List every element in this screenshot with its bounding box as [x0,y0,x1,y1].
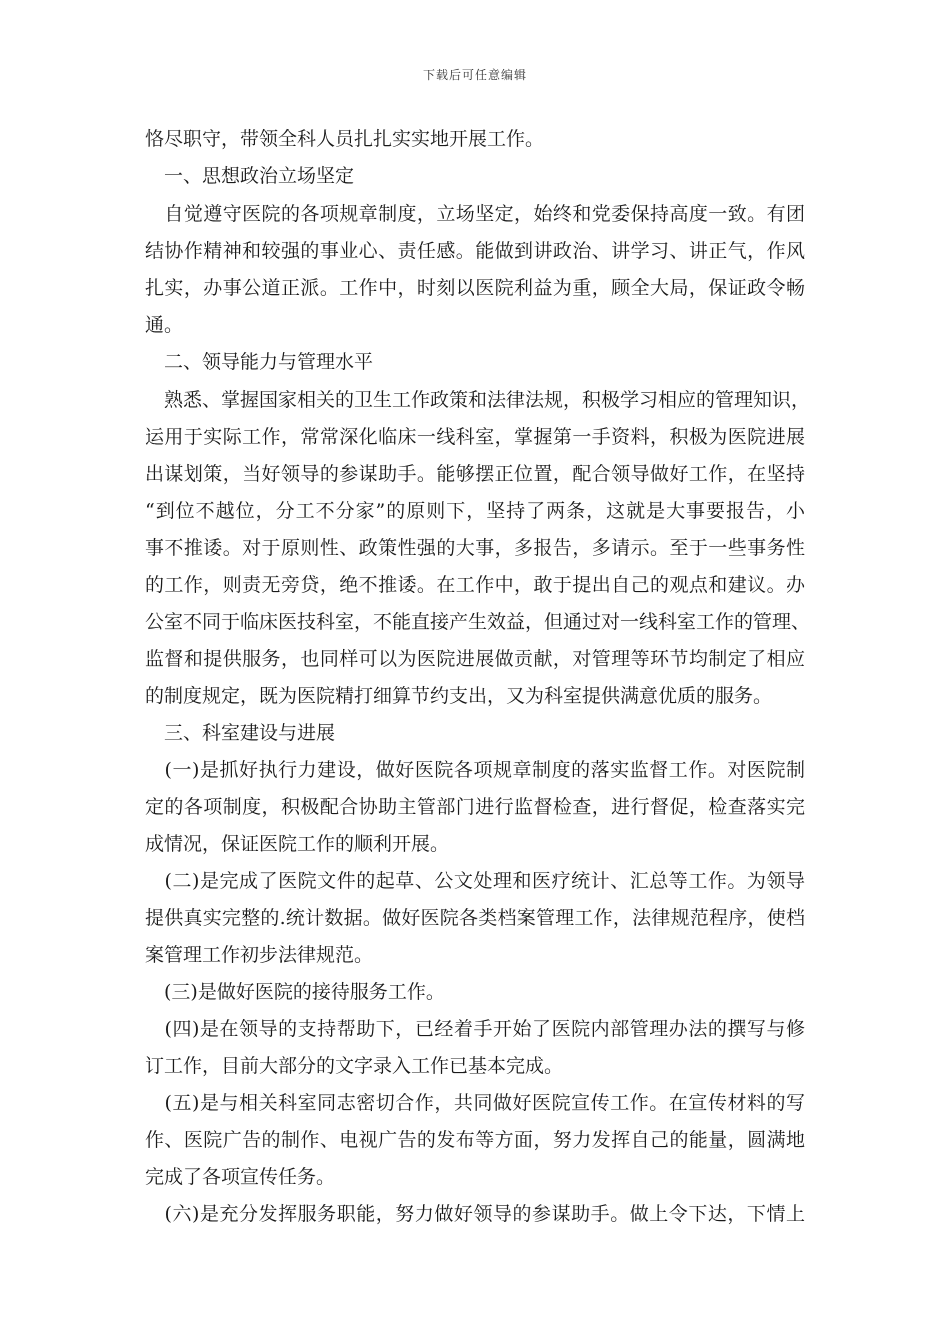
text-line: 成情况，保证医院工作的顺利开展。 [145,833,450,855]
section-heading: 二、领导能力与管理水平 [145,351,374,373]
text-line: 的制度规定，既为医院精打细算节约支出，又为科室提供满意优质的服务。 [145,685,773,707]
text-line: 自觉遵守医院的各项规章制度，立场坚定，始终和党委保持高度一致。有团 [145,203,805,225]
text-line: 监督和提供服务，也同样可以为医院进展做贡献，对管理等环节均制定了相应 [145,648,805,670]
text-line: 恪尽职守，带领全科人员扎扎实实地开展工作。 [145,128,545,150]
text-line: 定的各项制度，积极配合协助主管部门进行监督检查，进行督促，检查落实完 [145,796,805,818]
text-line: 运用于实际工作，常常深化临床一线科室，掌握第一手资料，积极为医院进展 [145,426,805,448]
text-line: (四)是在领导的支持帮助下，已经着手开始了医院内部管理办法的撰写与修 [145,1018,805,1040]
text-line: “到位不越位，分工不分家”的原则下，坚持了两条，这就是大事要报告，小 [145,500,805,522]
text-line: 事不推诿。对于原则性、政策性强的大事，多报告，多请示。至于一些事务性 [145,537,805,559]
text-line: 完成了各项宣传任务。 [145,1166,336,1188]
text-line: (五)是与相关科室同志密切合作，共同做好医院宣传工作。在宣传材料的写 [145,1092,805,1114]
text-line: (六)是充分发挥服务职能，努力做好领导的参谋助手。做上令下达，下情上 [145,1203,805,1225]
text-line: 出谋划策，当好领导的参谋助手。能够摆正位置，配合领导做好工作，在坚持 [145,463,805,485]
text-line: (一)是抓好执行力建设，做好医院各项规章制度的落实监督工作。对医院制 [145,759,805,781]
text-line: 熟悉、掌握国家相关的卫生工作政策和法律法规，积极学习相应的管理知识， [145,389,811,411]
text-line: 结协作精神和较强的事业心、责任感。能做到讲政治、讲学习、讲正气，作风 [145,240,805,262]
text-line: 订工作，目前大部分的文字录入工作已基本完成。 [145,1055,564,1077]
page-header: 下载后可任意编辑 [422,68,527,82]
section-heading: 一、思想政治立场坚定 [145,165,355,187]
text-line: (二)是完成了医院文件的起草、公文处理和医疗统计、汇总等工作。为领导 [145,870,805,892]
text-line: (三)是做好医院的接待服务工作。 [145,981,445,1003]
text-line: 公室不同于临床医技科室，不能直接产生效益，但通过对一线科室工作的管理、 [145,611,811,633]
text-line: 作、医院广告的制作、电视广告的发布等方面，努力发挥自己的能量，圆满地 [145,1129,805,1151]
section-heading: 三、科室建设与进展 [145,722,336,744]
text-line: 通。 [145,314,184,336]
text-line: 的工作，则责无旁贷，绝不推诿。在工作中，敢于提出自己的观点和建议。办 [145,574,805,596]
text-line: 扎实，办事公道正派。工作中，时刻以医院利益为重，顾全大局，保证政令畅 [145,277,805,299]
text-line: 提供真实完整的.统计数据。做好医院各类档案管理工作，法律规范程序，使档 [145,907,805,929]
text-line: 案管理工作初步法律规范。 [145,944,374,966]
